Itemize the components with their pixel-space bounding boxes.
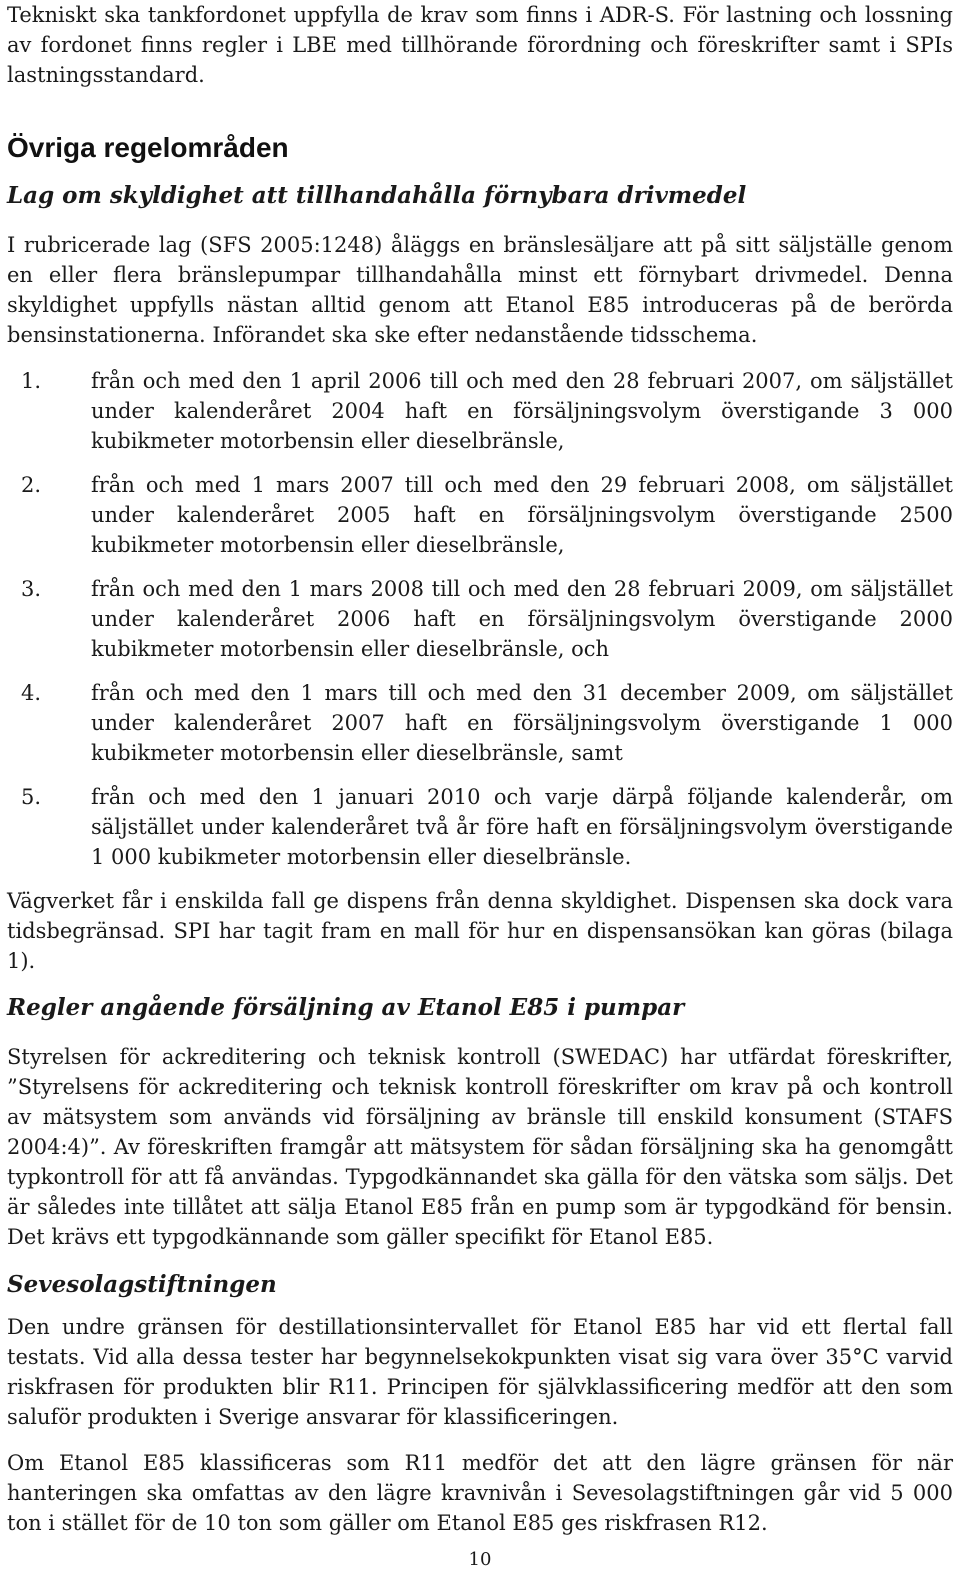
list-item-number: 4. [21,681,42,705]
lag-paragraph: I rubricerade lag (SFS 2005:1248) åläggs en bränslesäljare att på sitt säljställe genom en eller flera bränslepumpar tillhandahålla minst ett förnybart drivmedel. Denna skyldighet uppfylls nästan alltid genom att Etanol E85 introduceras på de berörda bensinstationerna. Införandet ska ske efter nedanstående tidsschema. [7,233,953,347]
dispens-paragraph: Vägverket får i enskilda fall ge dispens från denna skyldighet. Dispensen ska dock vara tidsbegränsad. SPI har tagit fram en mall för hur en dispensansökan kan göras (bilaga 1). [7,889,953,973]
subheading-lag-om-skyldighet: Lag om skyldighet att tillhandahålla förnybara drivmedel [7,182,747,209]
list-item-text: från och med den 1 januari 2010 och varje därpå följande kalenderår, om säljstället under kalenderåret två år före haft en försäljningsvolym överstigande 1 000 kubikmeter motorbensin eller dieselbränsle. [91,785,953,869]
list-item-text: från och med 1 mars 2007 till och med den 29 februari 2008, om säljstället under kalenderåret 2005 haft en försäljningsvolym överstigande 2500 kubikmeter motorbensin eller dieselbränsle, [91,473,953,557]
intro-paragraph: Tekniskt ska tankfordonet uppfylla de krav som finns i ADR-S. För lastning och lossning av fordonet finns regler i LBE med tillhörande förordning och föreskrifter samt i SPIs lastningsstandard. [7,3,953,87]
list-item [7,574,953,664]
list-item-text: från och med den 1 mars till och med den 31 december 2009, om säljstället under kalenderåret 2007 haft en försäljningsvolym överstigande 1 000 kubikmeter motorbensin eller dieselbränsle, samt [91,681,953,765]
list-item [7,366,953,456]
seveso-paragraph-2: Om Etanol E85 klassificeras som R11 medför det att den lägre gränsen för när hanteringen ska omfattas av den lägre kravnivån i Sevesolagstiftningen går vid 5 000 ton i stället för de 10 ton som gäller om Etanol E85 ges riskfrasen R12. [7,1451,953,1535]
section-heading: Övriga regelområden [7,132,289,163]
seveso-paragraph-1: Den undre gränsen för destillationsintervallet för Etanol E85 har vid ett flertal fall testats. Vid alla dessa tester har begynnelsekokpunkten visat sig vara över 35°C varvid riskfrasen för produkten blir R11. Principen för självklassificering medför att den som saluför produkten i Sverige ansvarar för klassificeringen. [7,1315,953,1429]
subheading-seveso: Sevesolagstiftningen [7,1271,277,1298]
subheading-regler-etanol: Regler angående försäljning av Etanol E85 i pumpar [7,994,685,1021]
list-item-text: från och med den 1 mars 2008 till och med den 28 februari 2009, om säljstället under kalenderåret 2006 haft en försäljningsvolym överstigande 2000 kubikmeter motorbensin eller dieselbränsle, och [91,577,953,661]
list-item-number: 5. [21,785,42,809]
list-item-number: 2. [21,473,42,497]
list-item-number: 1. [21,369,42,393]
list-item-number: 3. [21,577,42,601]
list-item [7,678,953,768]
list-item [7,782,953,872]
list-item-text: från och med den 1 april 2006 till och med den 28 februari 2007, om säljstället under kalenderåret 2004 haft en försäljningsvolym överstigande 3 000 kubikmeter motorbensin eller dieselbränsle, [91,369,953,453]
page-number: 10 [468,1549,492,1570]
list-item [7,470,953,560]
swedac-paragraph: Styrelsen för ackreditering och teknisk kontroll (SWEDAC) har utfärdat föreskrifter, ”Styrelsens för ackreditering och teknisk kontroll föreskrifter om krav på och kontroll av mätsystem som används vid försäljning av bränsle till enskild konsument (STAFS 2004:4)”. Av föreskriften framgår att mätsystem för sådan försäljning ska ha genomgått typkontroll för att få användas. Typgodkännandet ska gälla för den vätska som säljs. Det är således inte tillåtet att sälja Etanol E85 från en pump som är typgodkänd för bensin. Det krävs ett typgodkännande som gäller specifikt för Etanol E85. [7,1045,953,1249]
